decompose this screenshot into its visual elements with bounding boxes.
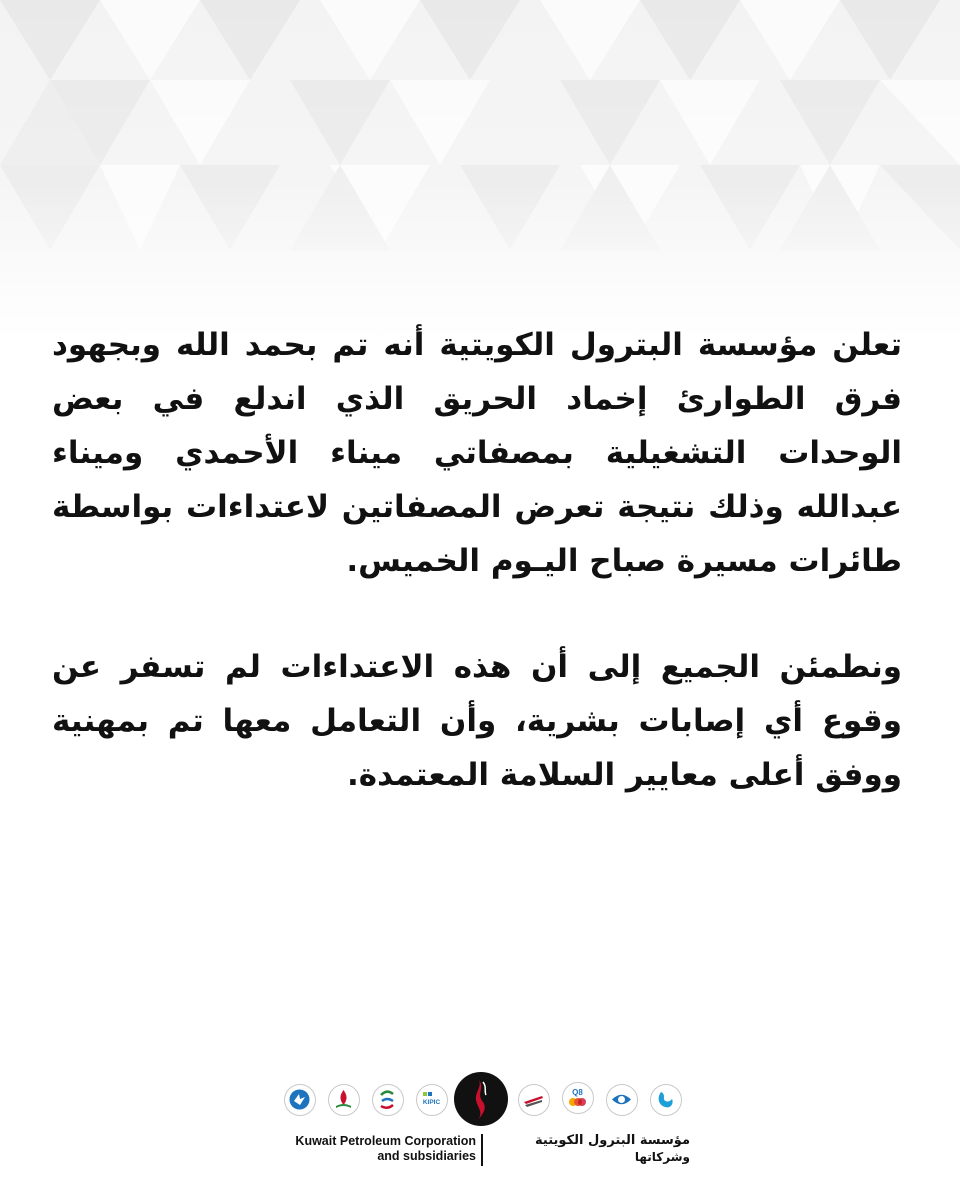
kgoc-logo	[518, 1084, 550, 1116]
knpc-logo	[328, 1084, 360, 1116]
corp-name-en-line1: Kuwait Petroleum Corporation	[295, 1134, 476, 1148]
corp-name-divider	[481, 1134, 483, 1166]
kotc-logo	[606, 1084, 638, 1116]
q8-logo-text: Q8	[572, 1088, 583, 1097]
corp-name-ar-line1: مؤسسة البترول الكويتية	[535, 1133, 690, 1148]
kpc-emblem	[454, 1072, 508, 1126]
kufpec-logo	[284, 1084, 316, 1116]
footer	[0, 1060, 960, 1200]
q8-logo	[562, 1082, 594, 1114]
kipic-logo	[416, 1084, 448, 1116]
pic-logo	[372, 1084, 404, 1116]
corp-name-arabic	[490, 1132, 690, 1166]
corp-name-english	[295, 1134, 476, 1164]
statement-paragraph-1: تعلن مؤسسة البترول الكويتية أنه تم بحمد الله وبجهود فرق الطوارئ إخماد الحريق الذي اندلع في بعض الوحدات التشغيلية بمصفاتي ميناء الأحمدي وميناء عبدالله وذلك نتيجة تعرض المصفاتين لاعتداءات بواسطة طائرات مسيرة صباح اليـوم الخميس.	[52, 327, 902, 579]
kipic-logo-text: KIPIC	[422, 1099, 441, 1106]
subsidiary-logo-row	[276, 1072, 686, 1132]
koc-logo	[650, 1084, 682, 1116]
corp-name-en-line2: and subsidiaries	[377, 1149, 476, 1163]
corp-name-ar-line2: وشركاتها	[634, 1150, 690, 1164]
statement-paragraph-2: ونطمئن الجميع إلى أن هذه الاعتداءات لم تسفر عن وقوع أي إصابات بشرية، وأن التعامل معها تم بمهنية ووفق أعلى معايير السلامة المعتمدة.	[52, 649, 902, 793]
background-triangle-pattern	[0, 0, 960, 340]
